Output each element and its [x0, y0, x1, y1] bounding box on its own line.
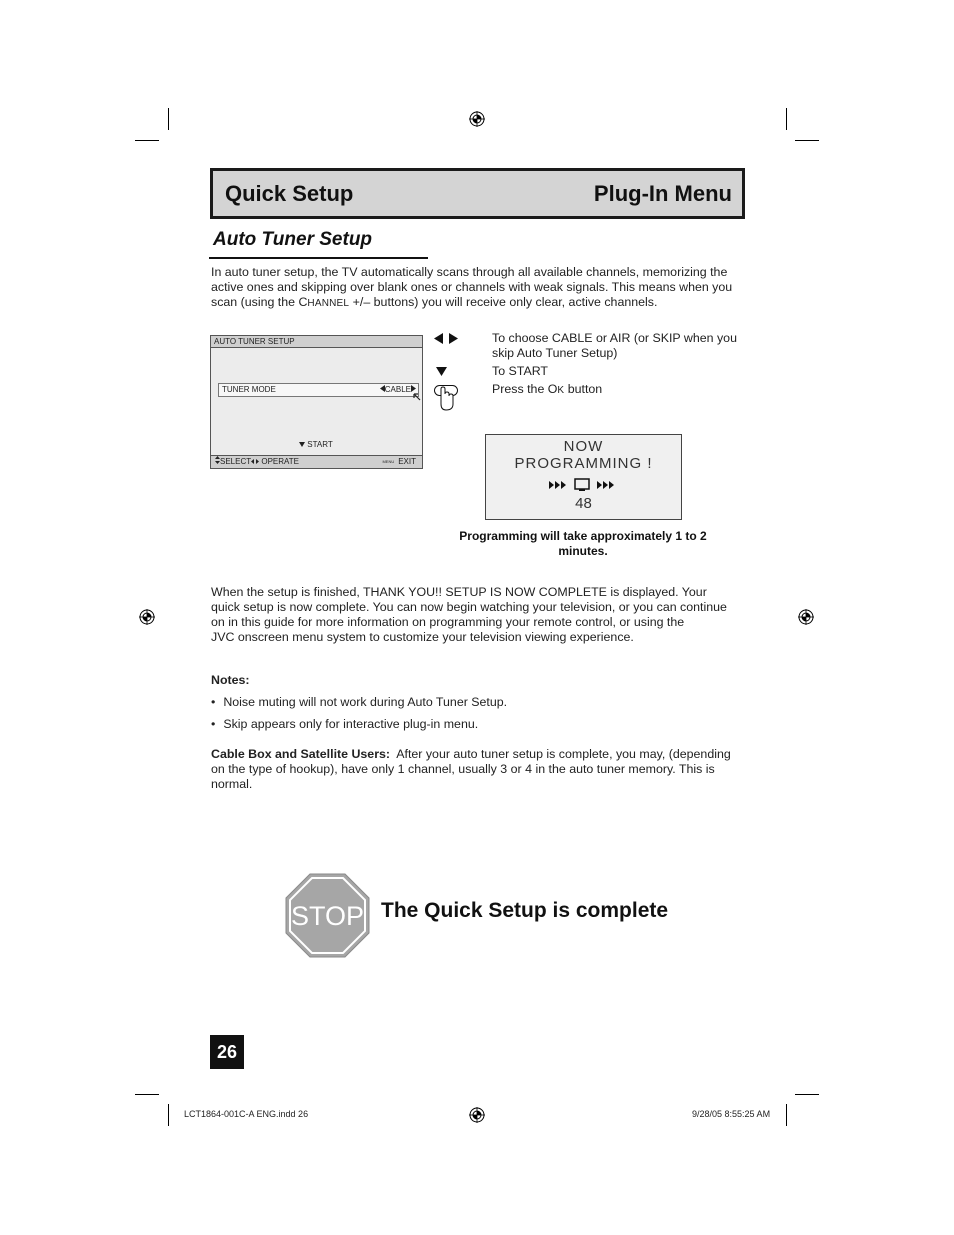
page-number: 26 — [210, 1035, 244, 1069]
crop-mark — [795, 1094, 819, 1095]
small-down-arrow-icon — [299, 442, 305, 447]
footer-timestamp: 9/28/05 8:55:25 AM — [692, 1109, 771, 1119]
programming-caption: Programming will take approximately 1 to 2 minutes. — [459, 529, 707, 558]
section-underline — [209, 257, 428, 259]
instruction-start: To START — [492, 364, 548, 378]
registration-mark-icon — [469, 1107, 485, 1123]
note-item: • Skip appears only for interactive plug-in menu. — [211, 717, 479, 731]
intro-line: active ones and skipping over blank ones or channels with weak signals. This means when you — [211, 280, 733, 294]
osd-status-bar — [211, 455, 422, 468]
crop-mark — [135, 140, 159, 141]
footer-file: LCT1864-001C-A ENG.indd 26 — [184, 1109, 309, 1119]
registration-mark-icon — [798, 609, 814, 625]
bullet-icon: • — [211, 695, 216, 709]
page-header — [210, 168, 745, 219]
intro-paragraph — [211, 265, 746, 311]
osd-field-label: TUNER MODE — [222, 385, 276, 394]
cable-box-label: Cable Box and Satellite Users: — [211, 747, 391, 761]
hand-press-icon — [434, 385, 458, 411]
section-title: Auto Tuner Setup — [213, 229, 373, 250]
osd-screen — [210, 335, 423, 469]
note-item: • Noise muting will not work during Auto Tuner Setup. — [211, 695, 508, 709]
crop-mark — [135, 1094, 159, 1095]
crop-mark — [168, 1104, 169, 1126]
header-right-title: Plug-In Menu — [593, 181, 732, 206]
osd-field-value-wrap — [380, 384, 416, 396]
osd-start-hint — [299, 440, 333, 449]
now-programming-screen — [485, 434, 682, 520]
osd-title: AUTO TUNER SETUP — [211, 336, 422, 348]
completion-paragraph: When the setup is finished, THANK YOU!! SETUP IS NOW COMPLETE is displayed. Your quick setup is now complete. You can now begin watching your television, or you can continue on in this guide for more information on programming your remote control, or using the JVC onscreen menu system to customize your television viewing experience. — [211, 585, 727, 644]
progress-indicator — [486, 478, 681, 492]
bullet-icon: • — [211, 717, 216, 731]
intro-line: scan (using the CHANNEL +/– buttons) you will receive only clear, active channels. — [211, 295, 658, 309]
menu-tag: MENU — [382, 459, 395, 464]
registration-mark-icon — [139, 609, 155, 625]
osd-select-hint: SELECT OPERATE — [215, 456, 299, 468]
now-programming-line1: NOW — [563, 438, 604, 455]
completion-title: The Quick Setup is complete — [381, 899, 669, 922]
left-right-small-arrows-icon — [251, 459, 259, 464]
small-right-arrow-icon — [411, 385, 416, 392]
stop-sign-text: STOP — [290, 901, 365, 931]
intro-line: In auto tuner setup, the TV automatically scans through all available channels, memorizing the — [211, 265, 728, 279]
crop-mark — [168, 108, 169, 130]
osd-tuner-mode-field — [218, 383, 419, 397]
down-arrow-icon — [436, 367, 447, 376]
header-left-title: Quick Setup — [225, 181, 354, 206]
osd-exit-hint: MENU EXIT — [382, 457, 416, 467]
now-programming-line2: PROGRAMMING ! — [514, 455, 653, 472]
cursor-arrow-icon — [413, 393, 421, 401]
crop-mark — [786, 108, 787, 130]
channel-number: 48 — [575, 495, 592, 512]
left-right-arrows-icon — [434, 333, 458, 344]
cable-box-paragraph: Cable Box and Satellite Users: After your auto tuner setup is complete, you may, (depending on the type of hookup), have only 1 channel, usually 3 or 4 in the auto tuner memory. This is normal. — [211, 747, 731, 791]
crop-mark — [795, 140, 819, 141]
osd-field-value: CABLE — [384, 385, 411, 394]
crop-mark — [786, 1104, 787, 1126]
instruction-press-ok: Press the OK button — [492, 382, 603, 396]
registration-mark-icon — [469, 111, 485, 127]
tv-progress-icon — [539, 478, 629, 492]
notes-heading: Notes: — [211, 673, 250, 687]
instruction-choose: To choose CABLE or AIR (or SKIP when you skip Auto Tuner Setup) — [492, 331, 737, 360]
stop-sign-icon — [285, 873, 370, 958]
osd-start-label: START — [307, 440, 333, 449]
